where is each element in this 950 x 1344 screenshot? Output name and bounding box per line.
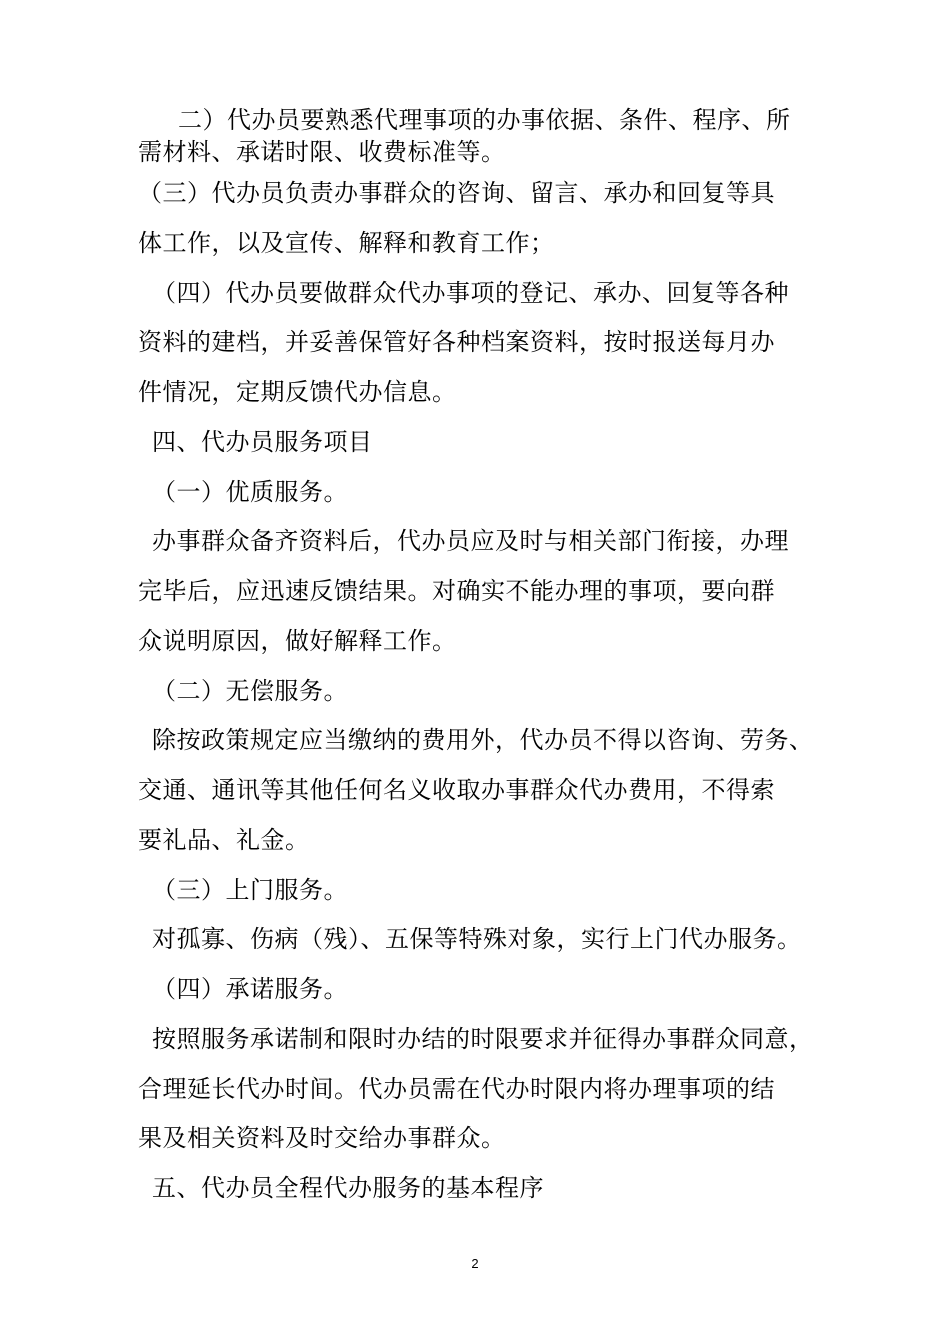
paragraph-line: （三）代办员负责办事群众的咨询、留言、承办和回复等具 (138, 179, 775, 207)
paragraph-line: 需材料、承诺时限、收费标准等。 (138, 138, 506, 166)
subsection-heading: （一）优质服务。 (152, 478, 348, 506)
paragraph-line: 体工作，以及宣传、解释和教育工作； (138, 229, 555, 257)
paragraph-line: 完毕后，应迅速反馈结果。对确实不能办理的事项，要向群 (138, 577, 775, 605)
paragraph-line: 按照服务承诺制和限时办结的时限要求并征得办事群众同意， (152, 1025, 814, 1053)
page-number: 2 (471, 1256, 479, 1271)
paragraph-line: 办事群众备齐资料后，代办员应及时与相关部门衔接，办理 (152, 527, 789, 555)
paragraph-line: 要礼品、礼金。 (138, 826, 310, 854)
section-heading: 四、代办员服务项目 (152, 428, 373, 456)
subsection-heading: （四）承诺服务。 (152, 975, 348, 1003)
paragraph-line: 二）代办员要熟悉代理事项的办事依据、条件、程序、所 (178, 106, 791, 134)
subsection-heading: （三）上门服务。 (152, 876, 348, 904)
paragraph-line: 众说明原因，做好解释工作。 (138, 627, 457, 655)
paragraph-line: 交通、通讯等其他任何名义收取办事群众代办费用，不得索 (138, 776, 775, 804)
paragraph-line: （四）代办员要做群众代办事项的登记、承办、回复等各种 (152, 279, 789, 307)
subsection-heading: （二）无偿服务。 (152, 677, 348, 705)
paragraph-line: 果及相关资料及时交给办事群众。 (138, 1124, 506, 1152)
paragraph-line: 合理延长代办时间。代办员需在代办时限内将办理事项的结 (138, 1075, 775, 1103)
paragraph-line: 除按政策规定应当缴纳的费用外，代办员不得以咨询、劳务、 (152, 726, 814, 754)
paragraph-line: 资料的建档，并妥善保管好各种档案资料，按时报送每月办 (138, 328, 775, 356)
paragraph-line: 件情况，定期反馈代办信息。 (138, 378, 457, 406)
section-heading: 五、代办员全程代办服务的基本程序 (152, 1174, 544, 1202)
paragraph-line: 对孤寡、伤病（残）、五保等特殊对象，实行上门代办服务。 (152, 925, 802, 953)
